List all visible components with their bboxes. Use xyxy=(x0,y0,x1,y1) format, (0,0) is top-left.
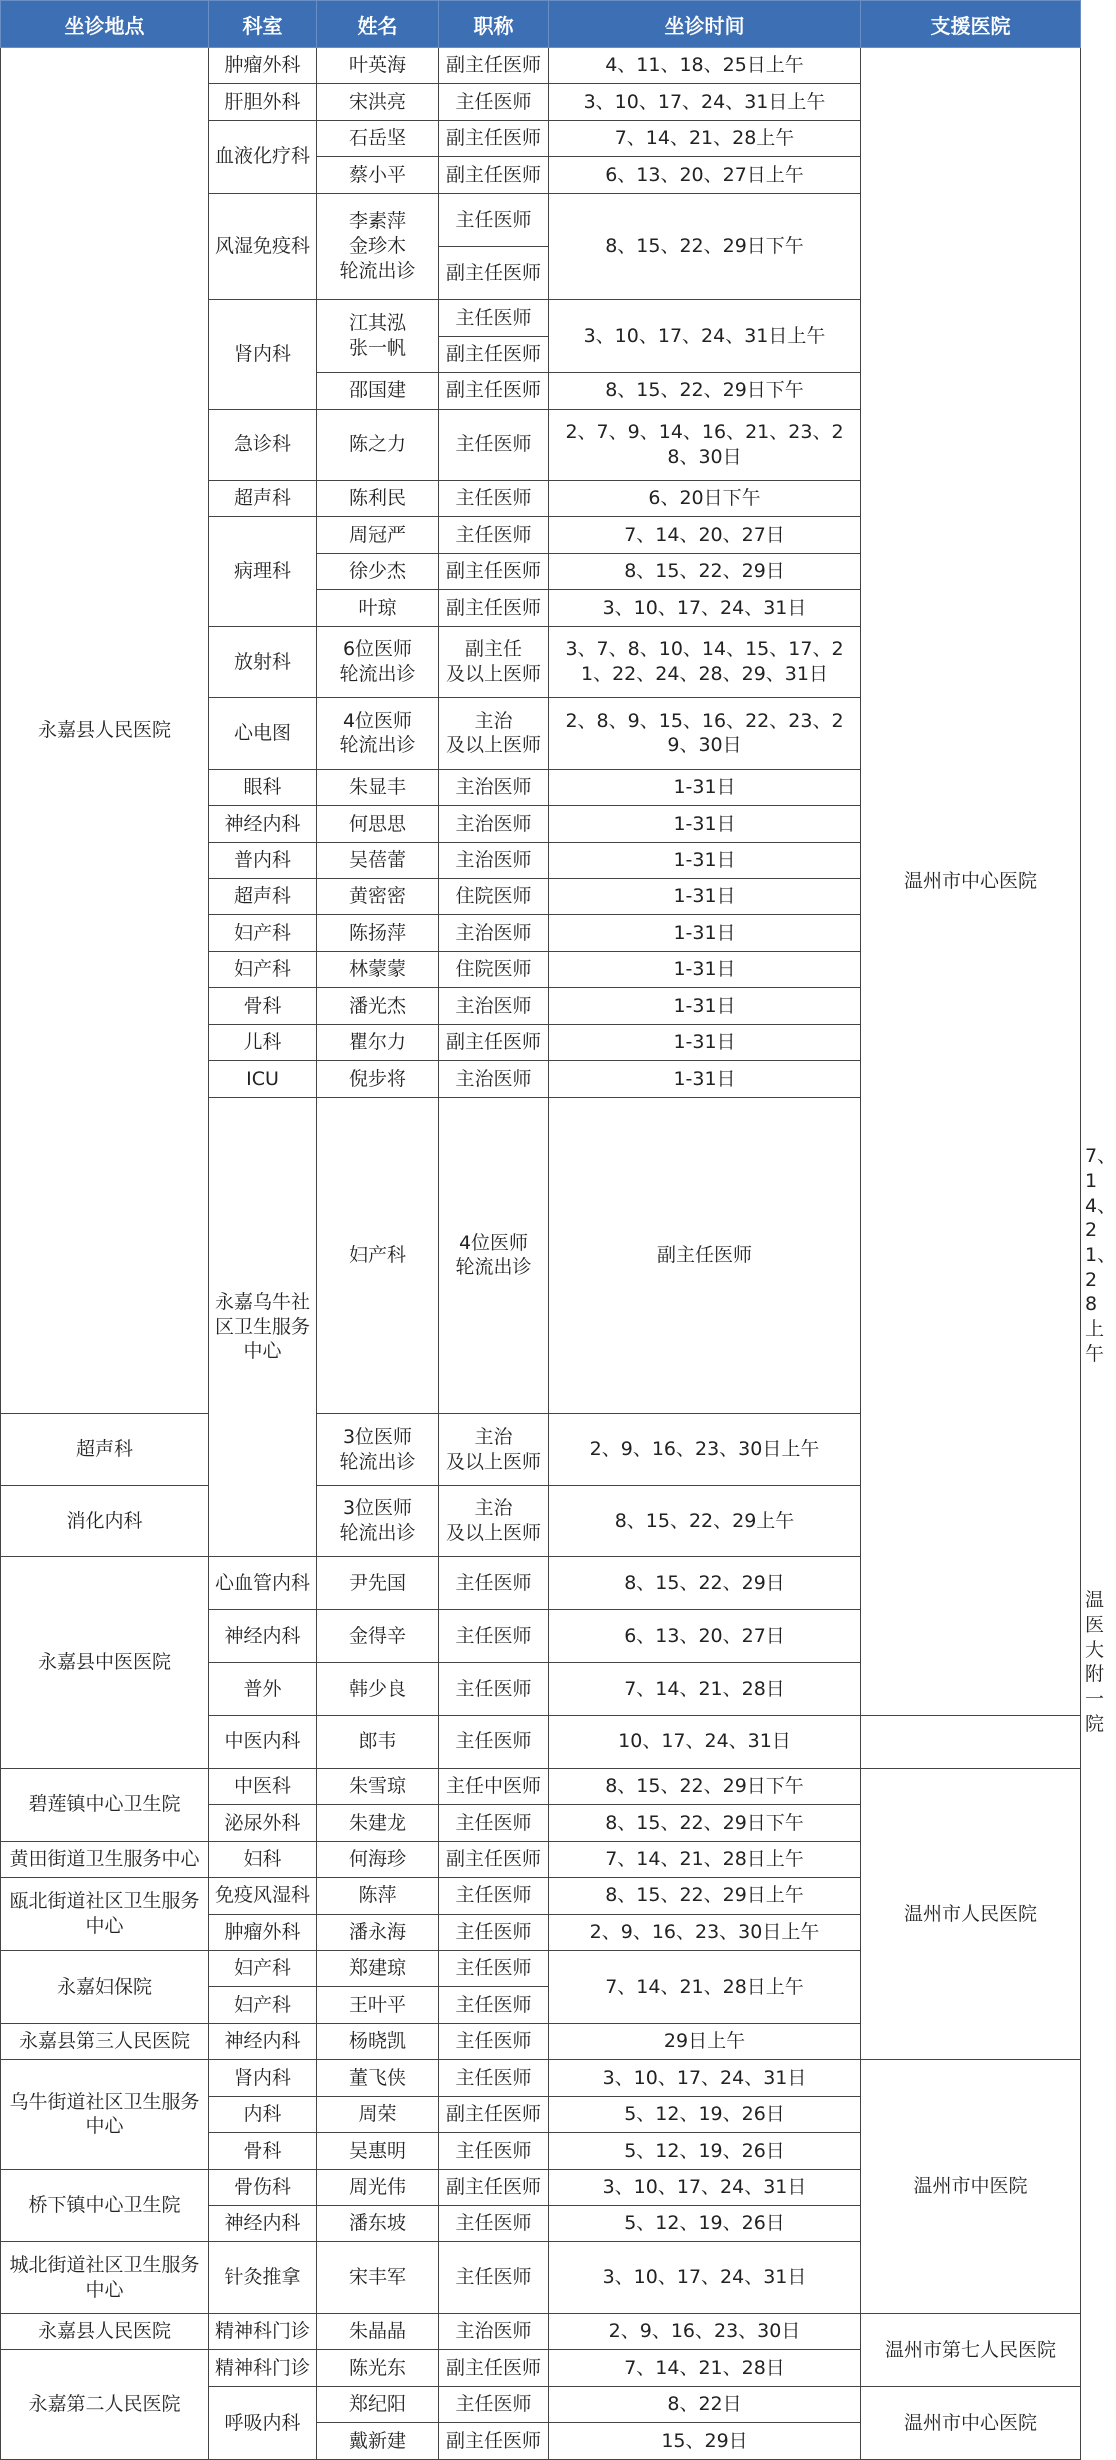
table-cell: 主任医师 xyxy=(439,517,549,553)
table-cell: 7、14、21、28日 xyxy=(549,1662,861,1715)
table-cell: 周光伟 xyxy=(317,2169,439,2205)
table-cell: 朱晶晶 xyxy=(317,2313,439,2349)
table-cell: 8、15、22、29日下午 xyxy=(549,193,861,299)
table-cell: 8、15、22、29上午 xyxy=(549,1485,861,1556)
table-cell: 8、15、22、29日下午 xyxy=(549,1805,861,1841)
table-cell: 主治医师 xyxy=(439,915,549,951)
table-cell: 副主任医师 xyxy=(439,48,549,84)
table-cell: 董飞侠 xyxy=(317,2060,439,2096)
table-cell: 主任医师 xyxy=(439,84,549,120)
table-cell: 3、10、17、24、31日 xyxy=(549,2242,861,2313)
table-cell: 超声科 xyxy=(1,1414,209,1485)
table-cell: 林蒙蒙 xyxy=(317,951,439,987)
table-cell: 黄密密 xyxy=(317,879,439,915)
table-cell: 杨晓凯 xyxy=(317,2023,439,2059)
table-cell: 副主任 及以上医师 xyxy=(439,626,549,697)
table-cell: 主治医师 xyxy=(439,842,549,878)
table-cell: 放射科 xyxy=(209,626,317,697)
table-cell: 中医科 xyxy=(209,1768,317,1804)
table-cell: 副主任医师 xyxy=(439,2169,549,2205)
table-cell: 宋丰军 xyxy=(317,2242,439,2313)
table-cell: 主任医师 xyxy=(439,2133,549,2169)
table-cell: 病理科 xyxy=(209,517,317,626)
table-cell: 3、10、17、24、31日上午 xyxy=(549,300,861,373)
table-cell: 神经内科 xyxy=(209,2206,317,2242)
table-cell: 周冠严 xyxy=(317,517,439,553)
table-cell: 5、12、19、26日 xyxy=(549,2133,861,2169)
table-cell: 血液化疗科 xyxy=(209,120,317,193)
table-cell: 超声科 xyxy=(209,481,317,517)
table-cell: 陈光东 xyxy=(317,2350,439,2386)
table-cell: 吴蓓蕾 xyxy=(317,842,439,878)
table-cell: 心血管内科 xyxy=(209,1557,317,1610)
table-cell: 温州市人民医院 xyxy=(861,1768,1081,2060)
table-cell: 温州市中医院 xyxy=(861,2060,1081,2314)
table-cell: 副主任医师 xyxy=(439,120,549,156)
table-cell: 3、7、8、10、14、15、17、21、22、24、28、29、31日 xyxy=(549,626,861,697)
table-cell: 金得辛 xyxy=(317,1610,439,1663)
table-cell: 副主任医师 xyxy=(439,1024,549,1060)
table-cell: 肿瘤外科 xyxy=(209,48,317,84)
table-cell: 2、8、9、15、16、22、23、29、30日 xyxy=(549,698,861,769)
table-cell: 副主任医师 xyxy=(439,336,549,372)
table-cell: 2、9、16、23、30日上午 xyxy=(549,1914,861,1950)
table-cell: 副主任医师 xyxy=(439,2423,549,2460)
table-cell: 主任医师 xyxy=(439,193,549,246)
table-cell: 副主任医师 xyxy=(439,373,549,409)
table-cell: 5、12、19、26日 xyxy=(549,2206,861,2242)
table-cell: 朱雪琼 xyxy=(317,1768,439,1804)
table-cell: 主任医师 xyxy=(439,1557,549,1610)
table-cell: 1-31日 xyxy=(549,1024,861,1060)
table-cell: 普内科 xyxy=(209,842,317,878)
table-cell: 急诊科 xyxy=(209,409,317,480)
table-cell: 精神科门诊 xyxy=(209,2350,317,2386)
table-cell: 陈萍 xyxy=(317,1878,439,1914)
table-cell: 4位医师 轮流出诊 xyxy=(439,1097,549,1414)
table-cell: 永嘉妇保院 xyxy=(1,1950,209,2023)
table-cell: 肾内科 xyxy=(209,2060,317,2096)
table-cell: 徐少杰 xyxy=(317,553,439,589)
table-cell: 主治 及以上医师 xyxy=(439,1485,549,1556)
table-cell: 主任医师 xyxy=(439,2242,549,2313)
table-cell: 1-31日 xyxy=(549,769,861,805)
table-cell: 蔡小平 xyxy=(317,157,439,193)
table-cell: 王叶平 xyxy=(317,1987,439,2023)
table-cell: 5、12、19、26日 xyxy=(549,2096,861,2132)
table-cell: 妇产科 xyxy=(209,915,317,951)
table-cell: 29日上午 xyxy=(549,2023,861,2059)
table-cell: 1-31日 xyxy=(549,951,861,987)
table-cell: 副主任医师 xyxy=(439,2096,549,2132)
table-cell: 主任医师 xyxy=(439,1914,549,1950)
table-cell: 主治医师 xyxy=(439,2313,549,2349)
table-cell: 6、13、20、27日上午 xyxy=(549,157,861,193)
table-header xyxy=(1,1,1081,48)
table-cell: 住院医师 xyxy=(439,879,549,915)
table-cell: 7、14、21、28上午 xyxy=(549,120,861,156)
table-cell: 江其泓 张一帆 xyxy=(317,300,439,373)
table-cell: 潘光杰 xyxy=(317,988,439,1024)
table-cell: 主任医师 xyxy=(439,2206,549,2242)
table-cell: 主任医师 xyxy=(439,2023,549,2059)
table-cell: 何思思 xyxy=(317,806,439,842)
table-cell: 主任医师 xyxy=(439,1987,549,2023)
table-row: 永嘉乌牛社区卫生服务中心 妇产科 4位医师 轮流出诊 副主任医师 7、14、21、28上午 xyxy=(1,1097,1081,1414)
table-cell: 中医内科 xyxy=(209,1715,317,1768)
table-cell: 内科 xyxy=(209,2096,317,2132)
table-cell: 戴新建 xyxy=(317,2423,439,2460)
table-cell: 主任医师 xyxy=(439,2386,549,2422)
table-row xyxy=(1,2313,1081,2349)
table-cell: 潘永海 xyxy=(317,1914,439,1950)
table-cell: 超声科 xyxy=(209,879,317,915)
table-cell: 叶琼 xyxy=(317,590,439,626)
header-title: 职称 xyxy=(439,1,549,48)
table-cell: 妇科 xyxy=(209,1841,317,1877)
table-cell: 神经内科 xyxy=(209,1610,317,1663)
table-cell: 儿科 xyxy=(209,1024,317,1060)
table-cell: 3、10、17、24、31日上午 xyxy=(549,84,861,120)
table-cell: 主治医师 xyxy=(439,806,549,842)
table-cell: 4位医师 轮流出诊 xyxy=(317,698,439,769)
table-row: 永嘉县中医医院 心血管内科 尹先国 主任医师 8、15、22、29日 温医大附一院 xyxy=(1,1557,1081,1610)
table-cell: 妇产科 xyxy=(209,951,317,987)
header-department: 科室 xyxy=(209,1,317,48)
table-cell: 石岳坚 xyxy=(317,120,439,156)
table-cell: 尹先国 xyxy=(317,1557,439,1610)
table-cell: 副主任医师 xyxy=(439,1841,549,1877)
table-cell: 呼吸内科 xyxy=(209,2386,317,2459)
table-cell: ICU xyxy=(209,1061,317,1097)
table-cell: 2、7、9、14、16、21、23、28、30日 xyxy=(549,409,861,480)
table-cell: 叶英海 xyxy=(317,48,439,84)
table-cell: 主治 及以上医师 xyxy=(439,698,549,769)
table-cell: 免疫风湿科 xyxy=(209,1878,317,1914)
table-cell: 城北街道社区卫生服务中心 xyxy=(1,2242,209,2313)
table-cell: 主任医师 xyxy=(439,1662,549,1715)
table-row xyxy=(1,2060,1081,2096)
table-cell: 1-31日 xyxy=(549,1061,861,1097)
table-cell: 主治医师 xyxy=(439,1061,549,1097)
table-cell: 永嘉乌牛社区卫生服务中心 xyxy=(209,1097,317,1557)
table-cell: 碧莲镇中心卫生院 xyxy=(1,1768,209,1841)
table-cell: 神经内科 xyxy=(209,2023,317,2059)
table-cell: 桥下镇中心卫生院 xyxy=(1,2169,209,2242)
table-cell: 风湿免疫科 xyxy=(209,193,317,299)
header-name: 姓名 xyxy=(317,1,439,48)
table-cell: 主任医师 xyxy=(439,1878,549,1914)
table-cell: 妇产科 xyxy=(209,1987,317,2023)
table-cell: 8、22日 xyxy=(549,2386,861,2422)
table-cell: 陈之力 xyxy=(317,409,439,480)
table-cell: 邵国建 xyxy=(317,373,439,409)
table-cell: 1-31日 xyxy=(549,806,861,842)
table-cell: 1-31日 xyxy=(549,879,861,915)
table-cell: 周荣 xyxy=(317,2096,439,2132)
table-cell: 15、29日 xyxy=(549,2423,861,2460)
table-cell: 永嘉县中医医院 xyxy=(1,1557,209,1769)
table-cell: 骨伤科 xyxy=(209,2169,317,2205)
table-cell: 郑纪阳 xyxy=(317,2386,439,2422)
table-cell: 永嘉县人民医院 xyxy=(1,48,209,1414)
table-cell: 主任医师 xyxy=(439,1805,549,1841)
table-cell: 3位医师 轮流出诊 xyxy=(317,1414,439,1485)
table-cell: 主任医师 xyxy=(439,2060,549,2096)
table-cell: 3、10、17、24、31日 xyxy=(549,2060,861,2096)
table-cell: 温州市中心医院 xyxy=(861,48,1081,1716)
table-cell: 妇产科 xyxy=(317,1097,439,1414)
table-cell: 主治医师 xyxy=(439,769,549,805)
table-cell: 倪步将 xyxy=(317,1061,439,1097)
table-cell: 瞿尔力 xyxy=(317,1024,439,1060)
table-cell: 2、9、16、23、30日 xyxy=(549,2313,861,2349)
table-cell: 温州市第七人民医院 xyxy=(861,2313,1081,2386)
table-cell: 8、15、22、29日 xyxy=(549,1557,861,1610)
table-cell: 永嘉县人民医院 xyxy=(1,2313,209,2349)
table-cell: 6、20日下午 xyxy=(549,481,861,517)
table-cell: 陈利民 xyxy=(317,481,439,517)
table-cell: 3位医师 轮流出诊 xyxy=(317,1485,439,1556)
table-cell: 8、15、22、29日下午 xyxy=(549,1768,861,1804)
table-row xyxy=(1,1768,1081,1804)
table-cell: 朱建龙 xyxy=(317,1805,439,1841)
table-cell: 副主任医师 xyxy=(439,590,549,626)
table-cell: 瓯北街道社区卫生服务中心 xyxy=(1,1878,209,1951)
table-cell: 副主任医师 xyxy=(439,2350,549,2386)
table-cell: 主治 及以上医师 xyxy=(439,1414,549,1485)
table-cell: 温州市中心医院 xyxy=(861,2386,1081,2459)
table-cell: 2、9、16、23、30日上午 xyxy=(549,1414,861,1485)
table-cell: 潘东坡 xyxy=(317,2206,439,2242)
header-row xyxy=(1,1,1081,48)
table-cell: 7、14、20、27日 xyxy=(549,517,861,553)
table-cell: 副主任医师 xyxy=(439,553,549,589)
table-cell: 主任医师 xyxy=(439,409,549,480)
table-cell: 心电图 xyxy=(209,698,317,769)
table-cell: 神经内科 xyxy=(209,806,317,842)
table-cell: 3、10、17、24、31日 xyxy=(549,590,861,626)
table-cell: 黄田街道卫生服务中心 xyxy=(1,1841,209,1877)
table-cell: 肿瘤外科 xyxy=(209,1914,317,1950)
table-cell: 李素萍 金珍木 轮流出诊 xyxy=(317,193,439,299)
table-cell: 眼科 xyxy=(209,769,317,805)
table-cell: 副主任医师 xyxy=(439,246,549,299)
table-cell: 郎韦 xyxy=(317,1715,439,1768)
table-cell: 陈扬萍 xyxy=(317,915,439,951)
table-cell: 1-31日 xyxy=(549,842,861,878)
table-cell: 8、15、22、29日下午 xyxy=(549,373,861,409)
table-cell: 主任医师 xyxy=(439,481,549,517)
table-cell: 韩少良 xyxy=(317,1662,439,1715)
table-row xyxy=(1,48,1081,84)
table-body xyxy=(1,48,1116,2460)
table-cell: 4、11、18、25日上午 xyxy=(549,48,861,84)
header-location: 坐诊地点 xyxy=(1,1,209,48)
table-cell: 10、17、24、31日 xyxy=(549,1715,861,1768)
table-cell: 骨科 xyxy=(209,988,317,1024)
table-cell: 永嘉县第三人民医院 xyxy=(1,2023,209,2059)
table-cell: 肾内科 xyxy=(209,300,317,409)
table-cell: 肝胆外科 xyxy=(209,84,317,120)
header-support-hospital: 支援医院 xyxy=(861,1,1081,48)
table-cell: 骨科 xyxy=(209,2133,317,2169)
table-cell: 1-31日 xyxy=(549,915,861,951)
table-cell: 主任医师 xyxy=(439,1950,549,1986)
table-cell: 消化内科 xyxy=(1,1485,209,1556)
table-cell: 朱显丰 xyxy=(317,769,439,805)
table-cell: 泌尿外科 xyxy=(209,1805,317,1841)
table-cell: 宋洪亮 xyxy=(317,84,439,120)
table-cell: 7、14、21、28日 xyxy=(549,2350,861,2386)
table-cell: 何海珍 xyxy=(317,1841,439,1877)
table-cell: 乌牛街道社区卫生服务中心 xyxy=(1,2060,209,2169)
table-cell: 妇产科 xyxy=(209,1950,317,1986)
table-cell: 主任医师 xyxy=(439,300,549,336)
table-cell: 郑建琼 xyxy=(317,1950,439,1986)
table-cell: 8、15、22、29日上午 xyxy=(549,1878,861,1914)
table-cell: 普外 xyxy=(209,1662,317,1715)
table-cell: 3、10、17、24、31日 xyxy=(549,2169,861,2205)
table-cell: 精神科门诊 xyxy=(209,2313,317,2349)
table-cell: 7、14、21、28日上午 xyxy=(549,1950,861,2023)
table-cell: 永嘉第二人民医院 xyxy=(1,2350,209,2460)
table-cell: 主任医师 xyxy=(439,1715,549,1768)
table-cell: 6位医师 轮流出诊 xyxy=(317,626,439,697)
table-cell: 主任中医师 xyxy=(439,1768,549,1804)
table-cell: 住院医师 xyxy=(439,951,549,987)
header-time: 坐诊时间 xyxy=(549,1,861,48)
table-cell: 针灸推拿 xyxy=(209,2242,317,2313)
table-cell: 主任医师 xyxy=(439,1610,549,1663)
table-cell: 8、15、22、29日 xyxy=(549,553,861,589)
table-cell: 副主任医师 xyxy=(439,157,549,193)
table-cell: 7、14、21、28日上午 xyxy=(549,1841,861,1877)
table-cell: 主治医师 xyxy=(439,988,549,1024)
table-cell: 1-31日 xyxy=(549,988,861,1024)
table-cell: 6、13、20、27日 xyxy=(549,1610,861,1663)
table-cell: 吴惠明 xyxy=(317,2133,439,2169)
table-cell: 副主任医师 xyxy=(549,1097,861,1414)
